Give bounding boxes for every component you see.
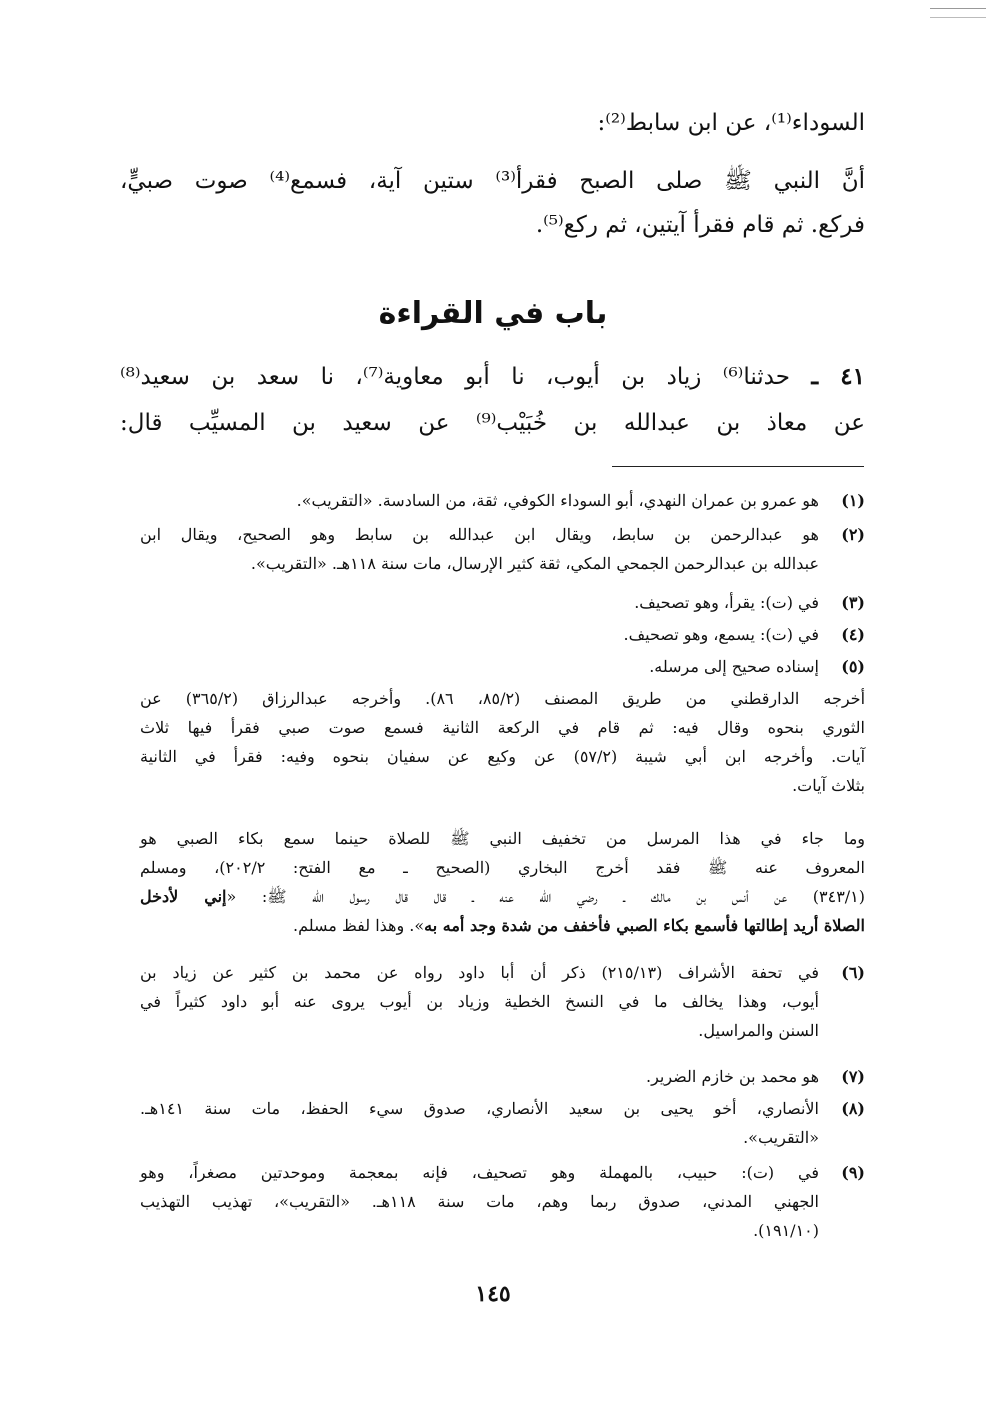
- footnote-line: [140, 882, 865, 911]
- footnote-line: إسناده صحيح إلى مرسله.: [649, 657, 819, 676]
- footnote-line: الأنصاري، أخو يحيى بن سعيد الأنصاري، صدوق سيء الحفظ، مات سنة ١٤١هـ.: [140, 1099, 819, 1118]
- scan-edge-mark: [930, 8, 986, 18]
- footnote-number: (١): [841, 491, 865, 510]
- footnote-5-paragraph-1: [140, 684, 865, 800]
- footnote-5: [140, 652, 865, 681]
- footnote-line: «التقريب».: [743, 1128, 819, 1147]
- footnote-line: السنن والمراسيل.: [698, 1021, 819, 1040]
- main-line-1: السوداء⁽¹⁾، عن ابن سابط⁽²⁾:: [597, 110, 865, 136]
- footnote-number: (٩): [841, 1163, 865, 1182]
- footnote-line: الثوري بنحوه وقال فيه: ثم قام في الركعة الثانية فسمع صوت صبي فقرأ فيها ثلاث: [140, 718, 865, 737]
- footnote-4: [140, 620, 865, 649]
- footnote-line: (١٩١/١٠).: [753, 1221, 819, 1240]
- footnote-line: هو عبدالرحمن بن سابط، ويقال ابن عبدالله بن سابط وهو الصحيح، ويقال ابن: [140, 525, 819, 544]
- footnote-line: الجهني المدني، صدوق ربما وهم، مات سنة ١١٨هـ. «التقريب»، تهذيب التهذيب: [140, 1192, 820, 1211]
- hadith-isnad-1: حدثنا⁽⁶⁾ زياد بن أيوب، نا أبو معاوية⁽⁷⁾، نا سعد بن سعيد⁽⁸⁾: [120, 364, 790, 390]
- hadith-quote-end: الصلاة أريد إطالتها فأسمع بكاء الصبي فأخفف من شدة وجد أمه به: [424, 916, 865, 935]
- hadith-intro: (٣٤٣/١) عن أنس بن مالك ـ رضي الله عنه ـ قال قال رسول الله ﷺ: «: [226, 887, 866, 906]
- footnote-line: هو عمرو بن عمران النهدي، أبو السوداء الكوفي، ثقة، من السادسة. «التقريب».: [296, 491, 819, 510]
- footnote-7: [140, 1062, 865, 1091]
- footnote-number: (٤): [841, 625, 865, 644]
- main-line-5: عن معاذ بن عبدالله بن خُبَيْب⁽⁹⁾ عن سعيد بن المسيِّب قال:: [120, 410, 865, 436]
- hadith-quote-start: إني لأدخل: [140, 887, 227, 906]
- footnote-line: عبدالله بن عبدالرحمن الجمحي المكي، ثقة كثير الإرسال، مات سنة ١١٨هـ. «التقريب».: [250, 554, 819, 573]
- footnote-line: في (ت): يسمع، وهو تصحيف.: [623, 625, 819, 644]
- footnote-1: [140, 486, 865, 515]
- footnote-line: المعروف عنه ﷺ فقد أخرج البخاري (الصحيح ـ مع الفتح: ٢٠٢/٢)، ومسلم: [140, 858, 865, 877]
- footnote-6: [140, 958, 865, 1045]
- footnote-line: في (ت): يقرأ، وهو تصحيف.: [634, 593, 819, 612]
- footnote-line: وما جاء في هذا المرسل من تخفيف النبي ﷺ للصلاة حينما سمع بكاء الصبي هو: [140, 829, 865, 848]
- footnote-number: (٣): [841, 593, 865, 612]
- footnote-line: بثلاث آيات.: [792, 776, 865, 795]
- footnote-line: في (ت): حبيب، بالمهملة وهو تصحيف، فإنه بمعجمة وموحدتين مصغراً، وهو: [140, 1163, 819, 1182]
- main-line-4: [120, 358, 865, 396]
- footnote-line: أيوب، وهذا يخالف ما في النسخ الخطية وزياد بن أيوب يروى عنه أبو داود كثيراً في: [140, 992, 819, 1011]
- main-line-3: فركع. ثم قام فقرأ آيتين، ثم ركع⁽⁵⁾.: [535, 212, 865, 238]
- footnote-number: (٥): [841, 657, 865, 676]
- footnote-line: أخرجه الدارقطني من طريق المصنف (٨٥/٢، ٨٦). وأخرجه عبدالرزاق (٣٦٥/٢) عن: [140, 689, 866, 708]
- footnote-9: [140, 1158, 865, 1245]
- footnote-line: في تحفة الأشراف (٢١٥/١٣) ذكر أن أبا داود رواه عن محمد بن كثير عن زياد بن: [140, 963, 819, 982]
- page-number: ١٤٥: [475, 1281, 511, 1307]
- footnote-5-paragraph-2: [140, 824, 865, 940]
- footnote-number: (٧): [841, 1067, 865, 1086]
- footnote-line: آيات. وأخرجه ابن أبي شيبة (٥٧/٢) عن وكيع عن سفيان بنحوه وفيه: فقرأ في الثانية: [140, 747, 866, 766]
- footnote-separator: [612, 466, 864, 467]
- main-line-2: أنَّ النبي ﷺ صلى الصبح فقرأ⁽³⁾ ستين آية، فسمع⁽⁴⁾ صوت صبيٍّ،: [120, 168, 865, 194]
- chapter-title: باب في القراءة: [378, 296, 608, 331]
- footnote-3: [140, 588, 865, 617]
- footnote-line: هو محمد بن خازم الضرير.: [645, 1067, 819, 1086]
- footnote-number: (٢): [841, 525, 865, 544]
- footnote-8: [140, 1094, 865, 1152]
- footnote-2: [140, 520, 865, 578]
- hadith-source-note: ». وهذا لفظ مسلم.: [293, 916, 425, 935]
- footnote-number: (٦): [841, 963, 865, 982]
- hadith-number: ٤١ ـ: [811, 363, 865, 390]
- footnote-number: (٨): [841, 1099, 865, 1118]
- footnote-line: [140, 911, 865, 940]
